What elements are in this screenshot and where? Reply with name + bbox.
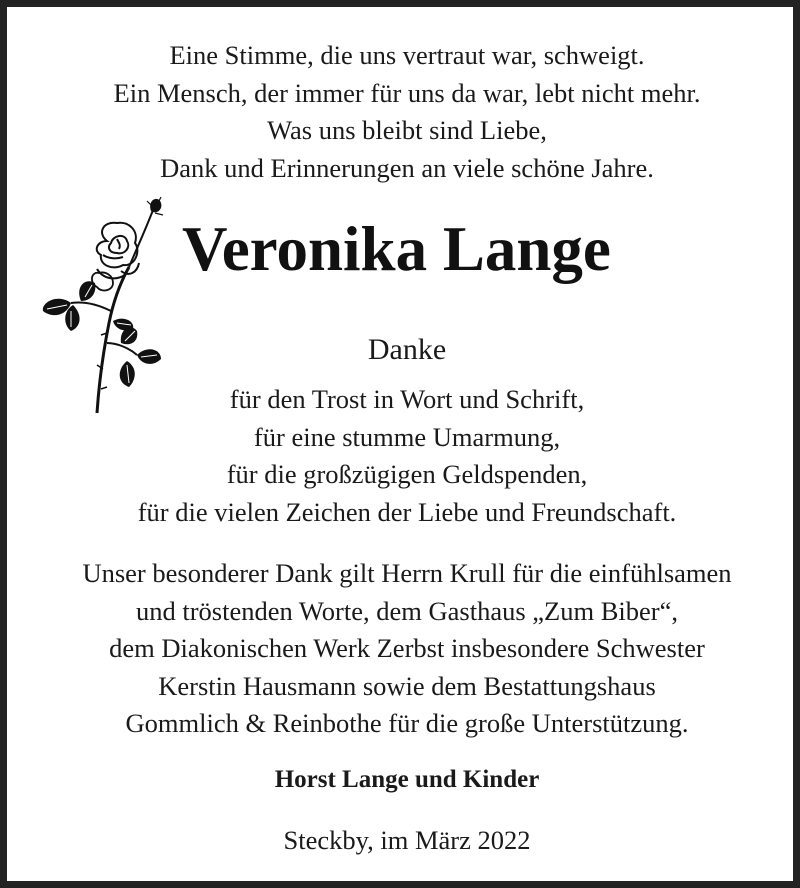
place-date: Steckby, im März 2022 bbox=[283, 825, 531, 855]
special-thanks-line: Kerstin Hausmann sowie dem Bestattungshaus bbox=[158, 670, 656, 701]
thanks-line: für den Trost in Wort und Schrift, bbox=[229, 384, 585, 414]
opening-verse bbox=[7, 37, 800, 187]
special-thanks-line: Gommlich & Reinbothe für die große Unterstützung. bbox=[125, 708, 689, 738]
thanks-line: für eine stumme Umarmung, bbox=[253, 421, 561, 452]
thanks-title: Danke bbox=[367, 333, 447, 366]
special-thanks-line: Unser besonderer Dank gilt Herrn Krull für die einfühlsamen bbox=[82, 558, 732, 588]
verse-line: Eine Stimme, die uns vertraut war, schweigt. bbox=[169, 40, 645, 70]
special-thanks-line: und tröstenden Worte, dem Gasthaus „Zum Biber“, bbox=[136, 595, 678, 626]
thanks-line: für die vielen Zeichen der Liebe und Freundschaft. bbox=[137, 496, 677, 527]
thanks-line: für die großzügigen Geldspenden, bbox=[226, 459, 588, 489]
special-thanks-line: dem Diakonischen Werk Zerbst insbesondere Schwester bbox=[109, 633, 705, 663]
deceased-name: Veronika Lange bbox=[182, 214, 611, 284]
special-thanks bbox=[7, 555, 800, 743]
verse-line: Ein Mensch, der immer für uns da war, lebt nicht mehr. bbox=[113, 77, 701, 108]
verse-line: Dank und Erinnerungen an viele schöne Jahre. bbox=[160, 152, 654, 183]
thanks-list bbox=[7, 381, 800, 531]
signature: Horst Lange und Kinder bbox=[274, 766, 540, 793]
verse-line: Was uns bleibt sind Liebe, bbox=[267, 115, 547, 145]
